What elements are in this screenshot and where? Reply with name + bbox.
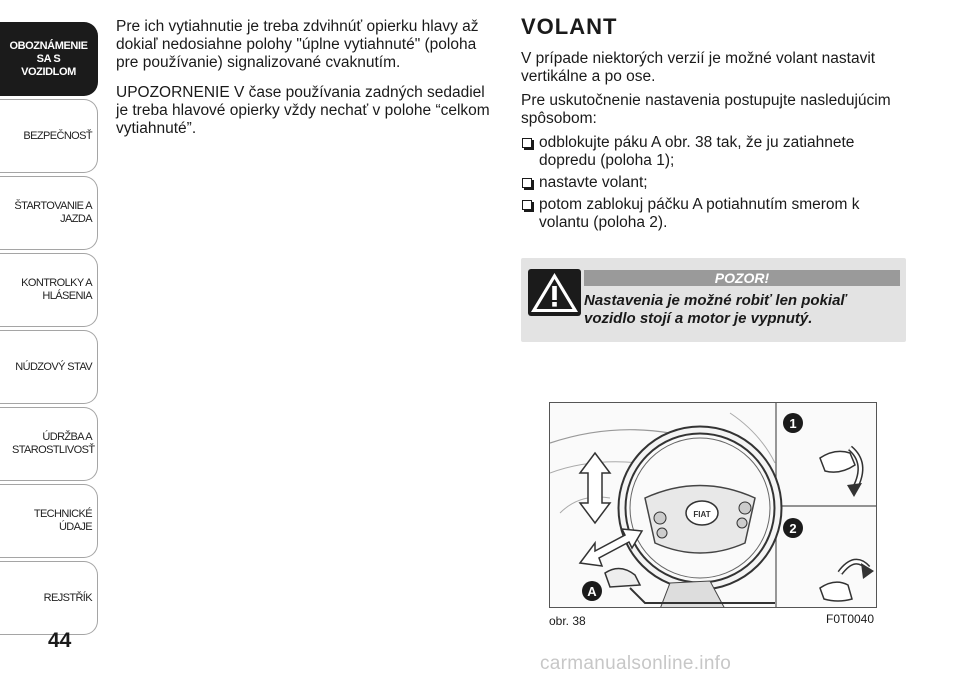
left-column [116, 18, 494, 150]
tab-startovanie[interactable]: ŠTARTOVANIE A JAZDA [0, 176, 98, 250]
svg-text:A: A [587, 584, 597, 599]
tab-oboznamenie[interactable]: OBOZNÁMENIE SA S VOZIDLOM [0, 22, 98, 96]
warning-box [521, 258, 906, 342]
checkbox-bullet-icon [522, 178, 532, 188]
headrest-note: UPOZORNENIE V čase používania zadných sedadiel je treba hlavové opierky vždy nechať v polohe “celkom vytiahnuté”. [116, 84, 490, 137]
watermark: carmanualsonline.info [540, 653, 732, 674]
checkbox-bullet-icon [522, 138, 532, 148]
steps-list [521, 134, 911, 232]
checkbox-bullet-icon [522, 200, 532, 210]
steering-wheel-figure [549, 402, 877, 608]
headrest-paragraph: Pre ich vytiahnutie je treba zdvihnúť opierku hlavy až dokiaľ nedosiahne polohy "úplne vytiahnuté" (poloha pre používanie) signalizované cvaknutím. [116, 18, 479, 71]
warning-text: Nastavenia je možné robiť len pokiaľ vozidlo stojí a motor je vypnutý. [584, 292, 847, 327]
tab-rejstrik[interactable]: REJSTŘÍK [0, 561, 98, 635]
figure-caption: obr. 38 [549, 614, 586, 628]
right-column [521, 14, 911, 236]
list-item: potom zablokuj páčku A potiahnutím smerom k volantu (poloha 2). [521, 196, 911, 232]
section-title: VOLANT [521, 14, 618, 39]
tab-technicke-udaje[interactable]: TECHNICKÉ ÚDAJE [0, 484, 98, 558]
page-number: 44 [48, 629, 72, 652]
list-item: odblokujte páku A obr. 38 tak, že ju zatiahnete dopredu (poloha 1); [521, 134, 911, 170]
tab-nudzovy-stav[interactable]: NÚDZOVÝ STAV [0, 330, 98, 404]
tab-kontrolky[interactable]: KONTROLKY A HLÁSENIA [0, 253, 98, 327]
figure-code: F0T0040 [826, 612, 875, 626]
intro-paragraph: V prípade niektorých verzií je možné volant nastavit vertikálne a po ose. [521, 50, 876, 85]
svg-text:2: 2 [789, 521, 797, 536]
procedure-paragraph: Pre uskutočnenie nastavenia postupujte nasledujúcim spôsobom: [521, 92, 891, 127]
steering-wheel-illustration [550, 403, 877, 608]
warning-icon [528, 269, 581, 316]
warning-header: POZOR! [584, 270, 900, 286]
tab-bezpecnost[interactable]: BEZPEČNOSŤ [0, 99, 98, 173]
svg-text:1: 1 [789, 416, 797, 431]
list-item: nastavte volant; [521, 174, 911, 192]
fiat-logo: FIAT [693, 510, 711, 519]
tab-udrzba[interactable]: ÚDRŽBA A STAROSTLIVOSŤ [0, 407, 98, 481]
